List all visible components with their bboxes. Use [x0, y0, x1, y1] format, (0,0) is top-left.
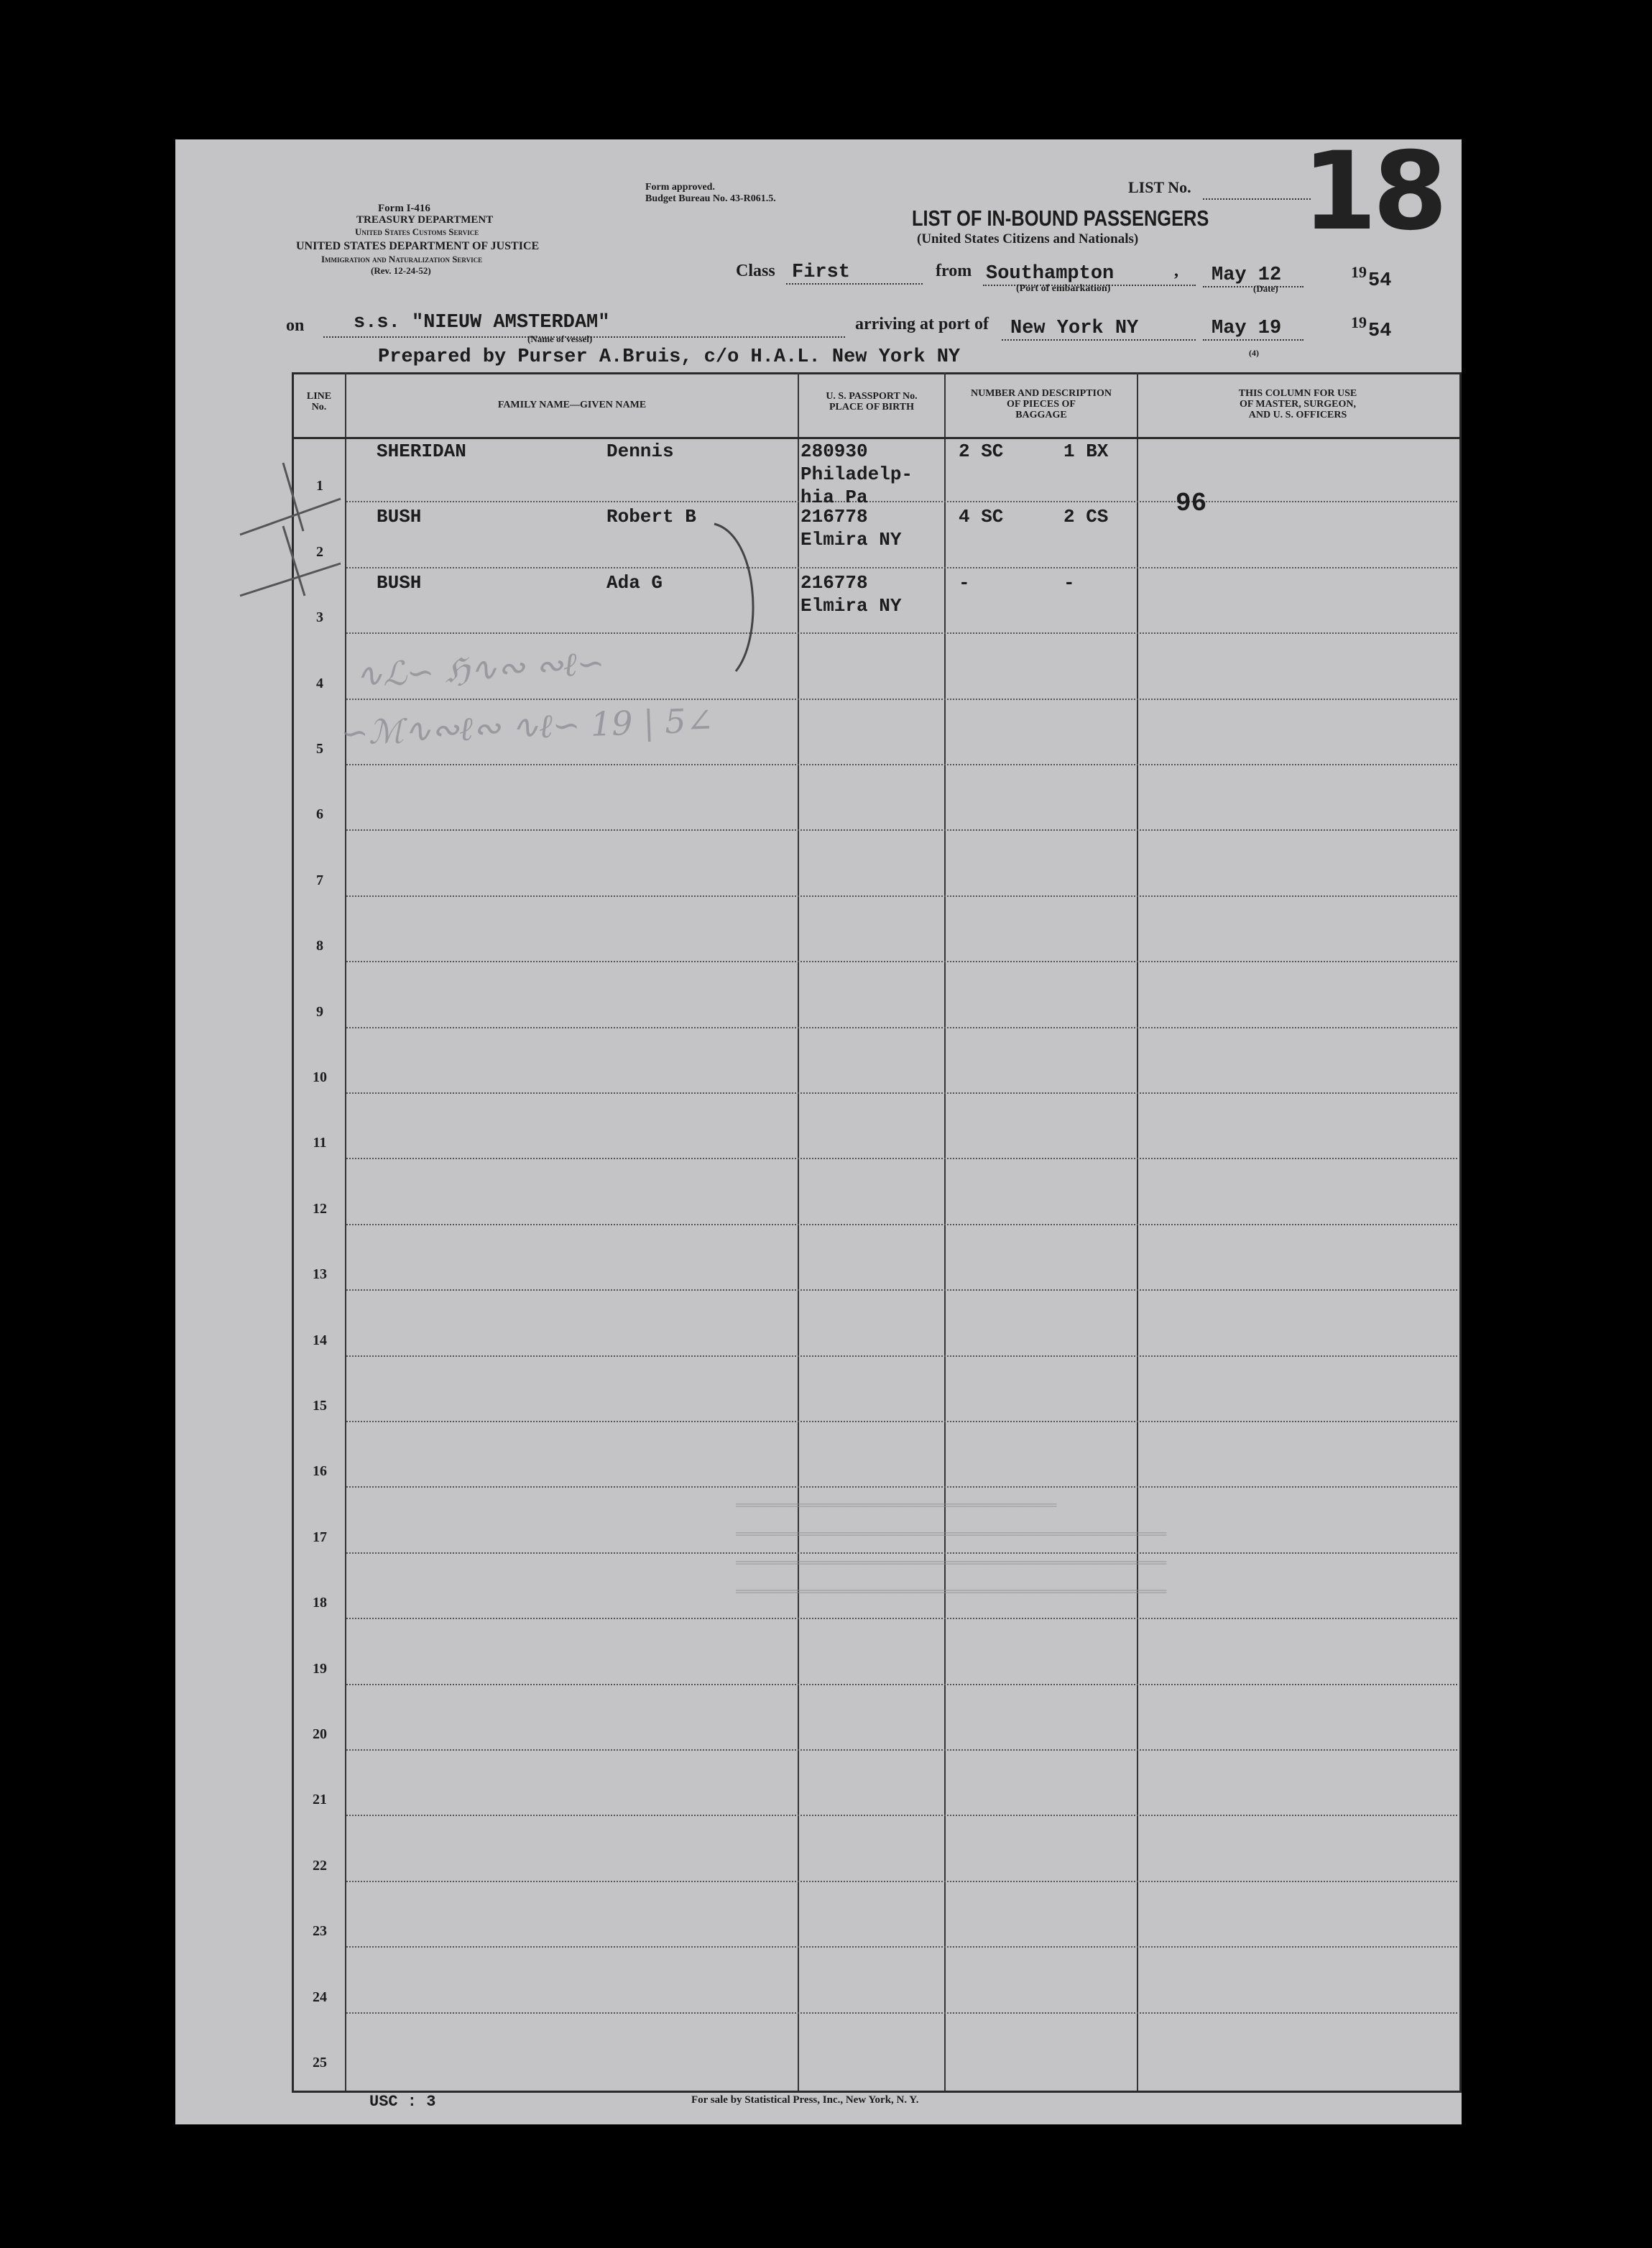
line-number: 24 [313, 1989, 327, 2005]
line-number: 1 [316, 478, 323, 494]
line-number: 17 [313, 1529, 327, 1545]
col-header-passport: U. S. PASSPORT No. PLACE OF BIRTH [826, 391, 918, 413]
vessel-caption: (Name of vessel) [527, 333, 593, 344]
line-number: 14 [313, 1332, 327, 1348]
line-number: 2 [316, 544, 323, 560]
row-rule [346, 961, 1457, 962]
row-rule [346, 1355, 1457, 1357]
header-bottom-border [292, 437, 1459, 439]
footnote-4: (4) [1249, 348, 1259, 358]
arrival-date-underline [1203, 339, 1303, 341]
comma: , [1174, 262, 1178, 280]
col-header-baggage: NUMBER AND DESCRIPTION OF PIECES OF BAGGAGE [970, 388, 1112, 420]
port-underline [1002, 339, 1196, 341]
line-number: 21 [313, 1792, 327, 1807]
ins-name: Immigration and Naturalization Service [321, 254, 483, 264]
officer-mark: 96 [1176, 489, 1207, 518]
class-label: Class [736, 262, 775, 280]
given-name: Ada G [606, 572, 663, 594]
baggage-count-1: - [959, 572, 970, 594]
row-rule [346, 1421, 1457, 1422]
family-name: SHERIDAN [377, 441, 466, 462]
line-number: 3 [316, 609, 323, 625]
form-approved: Form approved. [645, 182, 715, 193]
line-number: 23 [313, 1923, 327, 1939]
row-rule [346, 1486, 1457, 1488]
justice-name: UNITED STATES DEPARTMENT OF JUSTICE [296, 240, 540, 252]
list-number: 18 [1302, 129, 1444, 254]
page-subtitle: (United States Citizens and Nationals) [917, 231, 1139, 247]
dept-name: TREASURY DEPARTMENT [356, 214, 494, 226]
line-number: 11 [313, 1135, 327, 1151]
line-number: 25 [313, 2055, 327, 2070]
baggage-count-1: 2 SC [959, 441, 1004, 462]
line-number: 9 [316, 1004, 323, 1020]
row-rule [346, 1684, 1457, 1685]
baggage-count-2: - [1063, 572, 1075, 594]
arrival-date: May 19 [1212, 318, 1282, 339]
row-rule [346, 895, 1457, 897]
row-rule [346, 1881, 1457, 1882]
arrival-year-prefix: 19 [1351, 313, 1367, 331]
line-number: 8 [316, 938, 323, 954]
line-number: 13 [313, 1266, 327, 1282]
row-rule [346, 567, 1457, 568]
family-name: BUSH [377, 572, 422, 594]
list-label: LIST No. [1128, 178, 1191, 196]
footer-publisher: For sale by Statistical Press, Inc., New York, N. Y. [691, 2094, 919, 2106]
row-rule [346, 632, 1457, 634]
arriving-label: arriving at port of [855, 315, 989, 333]
footer-code: USC : 3 [369, 2093, 436, 2111]
departure-date: May 12 [1212, 264, 1282, 286]
pencil-strike-marks [233, 448, 377, 736]
line-number: 6 [316, 806, 323, 822]
row-rule [346, 1289, 1457, 1291]
class-value: First [792, 262, 851, 283]
row-rule [346, 829, 1457, 831]
service-name: United States Customs Service [355, 226, 479, 237]
page-title: LIST OF IN-BOUND PASSENGERS [912, 206, 1209, 231]
baggage-count-1: 4 SC [959, 506, 1004, 528]
port-embark-caption: (Port of embarkation) [1016, 283, 1111, 294]
pencil-signature-2: ∽ℳ∿∾ℓ∾ ∿ℓ∽ 19 | 5∠ [340, 700, 714, 753]
baggage-count-2: 1 BX [1063, 441, 1109, 462]
row-rule [346, 1158, 1457, 1159]
line-number: 22 [313, 1858, 327, 1874]
line-number: 10 [313, 1069, 327, 1085]
line-number: 20 [313, 1726, 327, 1742]
family-name: BUSH [377, 506, 422, 528]
line-number: 15 [313, 1398, 327, 1414]
row-rule [346, 1815, 1457, 1816]
year-suffix: 54 [1368, 270, 1392, 292]
row-rule [346, 1946, 1457, 1948]
given-name: Dennis [606, 441, 674, 462]
manifest-page [175, 129, 1462, 2124]
line-number: 19 [313, 1661, 327, 1677]
on-label: on [286, 316, 305, 335]
prepared-by: Prepared by Purser A.Bruis, c/o H.A.L. New York NY [378, 346, 961, 368]
row-rule [346, 699, 1457, 700]
passport-birthplace: 280930 Philadelp- hia Pa [800, 441, 913, 508]
line-number: 16 [313, 1463, 327, 1479]
year-prefix: 19 [1351, 263, 1367, 281]
given-name: Robert B [606, 506, 696, 528]
bleed-through: ═══════════════════════════════════ ═══════════════════════════════════════════════ ═══════════════════════════════════════════════ ═══════════════════════════════════════════════ [736, 1498, 1167, 1598]
date-caption: (Date) [1253, 283, 1278, 294]
revision: (Rev. 12-24-52) [371, 265, 431, 276]
list-underline [1203, 198, 1311, 200]
col-header-officers: THIS COLUMN FOR USE OF MASTER, SURGEON, AND U. S. OFFICERS [1238, 388, 1357, 420]
passport-birthplace: 216778 Elmira NY [800, 572, 902, 617]
baggage-count-2: 2 CS [1063, 506, 1109, 528]
row-rule [346, 1027, 1457, 1028]
table-frame [292, 372, 1462, 2093]
col-divider-baggage [1137, 372, 1138, 2091]
row-rule [346, 764, 1457, 765]
row-rule [346, 1224, 1457, 1225]
line-number: 18 [313, 1595, 327, 1611]
class-underline [786, 283, 923, 285]
line-number: 4 [316, 676, 323, 691]
col-header-line: LINE No. [306, 391, 332, 413]
form-number: Form I-416 [378, 203, 430, 214]
from-value: Southampton [986, 263, 1115, 285]
vessel-name: s.s. "NIEUW AMSTERDAM" [354, 312, 610, 333]
line-number: 7 [316, 872, 323, 888]
pencil-bracket [707, 520, 772, 678]
from-label: from [936, 262, 972, 280]
line-number: 12 [313, 1201, 327, 1217]
arrival-year-suffix: 54 [1368, 321, 1392, 342]
col-header-name: FAMILY NAME—GIVEN NAME [497, 400, 647, 410]
row-rule [346, 1092, 1457, 1094]
row-rule [346, 2012, 1457, 2014]
budget-bureau: Budget Bureau No. 43-R061.5. [645, 193, 776, 204]
col-divider-name [798, 372, 799, 2091]
row-rule [346, 1618, 1457, 1619]
line-number: 5 [316, 741, 323, 757]
pencil-signature-1: ∿ℒ∽ ℌ∿∾ ∾ℓ∽ [354, 642, 606, 696]
col-divider-passport [944, 372, 946, 2091]
passport-birthplace: 216778 Elmira NY [800, 506, 902, 551]
row-rule [346, 1749, 1457, 1751]
arrival-port: New York NY [1010, 318, 1139, 339]
